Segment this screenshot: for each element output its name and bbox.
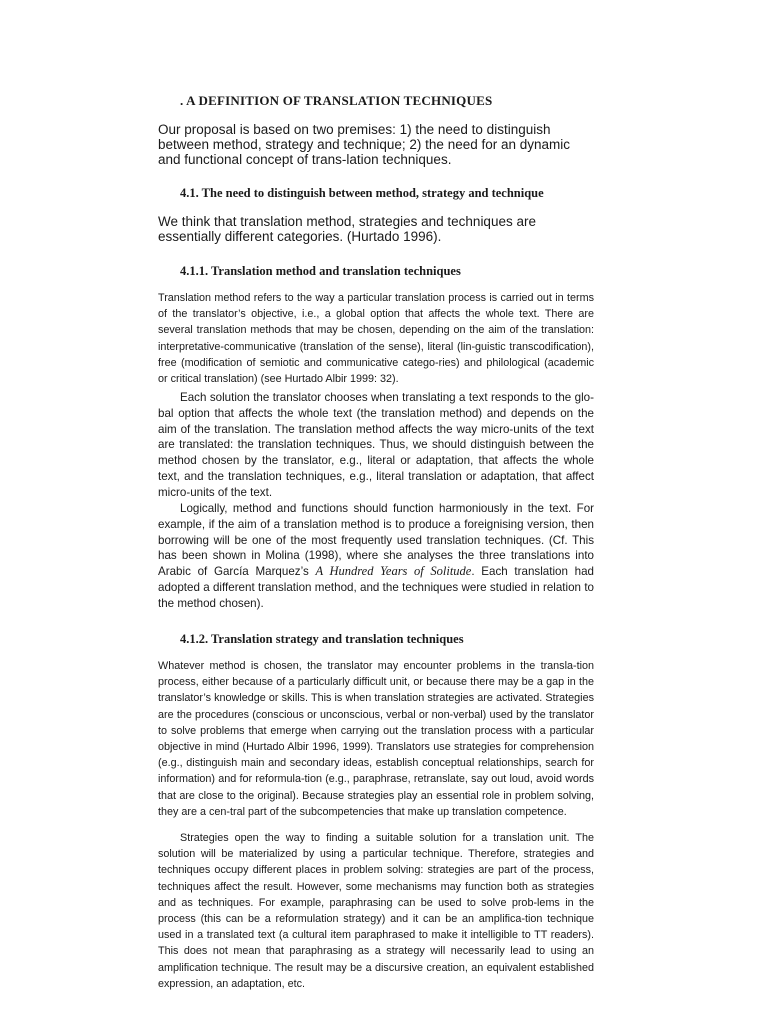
paragraph-3-text-before: Logically, method and functions should function harmoniously in the text. For example, if the aim of a translation method is to produce a foreignising version, then borrowing will be one of the most frequently used translation techniques. (Cf. This has been shown in Molina (1998), where she analyses the three translations into Arabic of García Marquez’s <box>158 502 594 579</box>
subsection-4-1-1-paragraph-3 <box>158 501 594 612</box>
subsection-4-1-1-title: 4.1.1. Translation method and translation techniques <box>180 264 461 278</box>
subsection-4-1-2-paragraph-1: Whatever method is chosen, the translator may encounter problems in the transla-tion process, either because of a particularly difficult unit, or because there may be a gap in the translator’s knowledge or skills. This is when translation strategies are activated. Strategies are the procedures (conscious or unconscious, verbal or non-verbal) used by the translator to solve problems that emerge when carrying out the translation process with a particular objective in mind (Hurtado Albir 1996, 1999). Translators use strategies for comprehension (e.g., distinguish main and secondary ideas, establish conceptual relationships, search for information) and for reformula-tion (e.g., paraphrase, retranslate, say out loud, avoid words that are close to the original). Because strategies play an essential role in problem solving, they are a cen-tral part of the subcompetencies that make up translation competence. <box>158 660 594 818</box>
subsection-4-1-2-paragraph-2: Strategies open the way to finding a suitable solution for a translation unit. The solution will be materialized by using a particular technique. Therefore, strategies and techniques occupy different places in problem solving: strategies are part of the process, techniques affect the result. However, some mechanisms may function both as strategies and as techniques. For example, paraphrasing can be used to solve prob-lems in the process (this can be a reformulation strategy) and it can be an amplifica-tion technique used in a translated text (a cultural item paraphrased to make it intelligible to TT readers). This does not mean that paraphrasing as a strategy will necessarily lead to using an amplification technique. The result may be a discursive creation, an equivalent established expression, an adaptation, etc. <box>158 832 594 990</box>
subsection-4-1-1-paragraph-2: Each solution the translator chooses when translating a text responds to the glo-bal option that affects the whole text (the translation method) and depends on the aim of the translation. The translation method affects the way micro-units of the text are translated: the translation techniques. Thus, we should distinguish between the method chosen by the translator, e.g., literal or adaptation, that affects the whole text, and the translation techniques, e.g., literal translation or adaptation, that affect micro-units of the text. <box>158 391 594 499</box>
book-title-italic: A Hundred Years of Solitude <box>315 564 472 579</box>
paragraph-3-text-after: . Each translation had adopted a different translation method, and the techniques were studied in relation to the method chosen). <box>158 565 594 610</box>
section-heading: . A DEFINITION OF TRANSLATION TECHNIQUES <box>180 93 493 108</box>
subsection-4-1-1-paragraph-1: Translation method refers to the way a particular translation process is carried out in terms of the translator’s objective, i.e., a global option that affects the whole text. There are several translation methods that may be chosen, depending on the aim of the translation: interpretative-communicative (translation of the sense), literal (lin-guistic transcodification), free (modification of semiotic and communicative catego-ries) and philological (academic or critical translation) (see Hurtado Albir 1999: 32). <box>158 292 594 386</box>
intro-paragraph: Our proposal is based on two premises: 1) the need to distinguish between method, strategy and technique; 2) the need for an dynamic and functional concept of trans-lation techniques. <box>158 122 571 167</box>
subsection-4-1-2-title: 4.1.2. Translation strategy and translation techniques <box>180 632 464 646</box>
subsection-4-1-text: We think that translation method, strategies and techniques are essentially different categories. (Hurtado 1996). <box>158 214 536 244</box>
subsection-4-1-title: 4.1. The need to distinguish between method, strategy and technique <box>180 186 544 200</box>
